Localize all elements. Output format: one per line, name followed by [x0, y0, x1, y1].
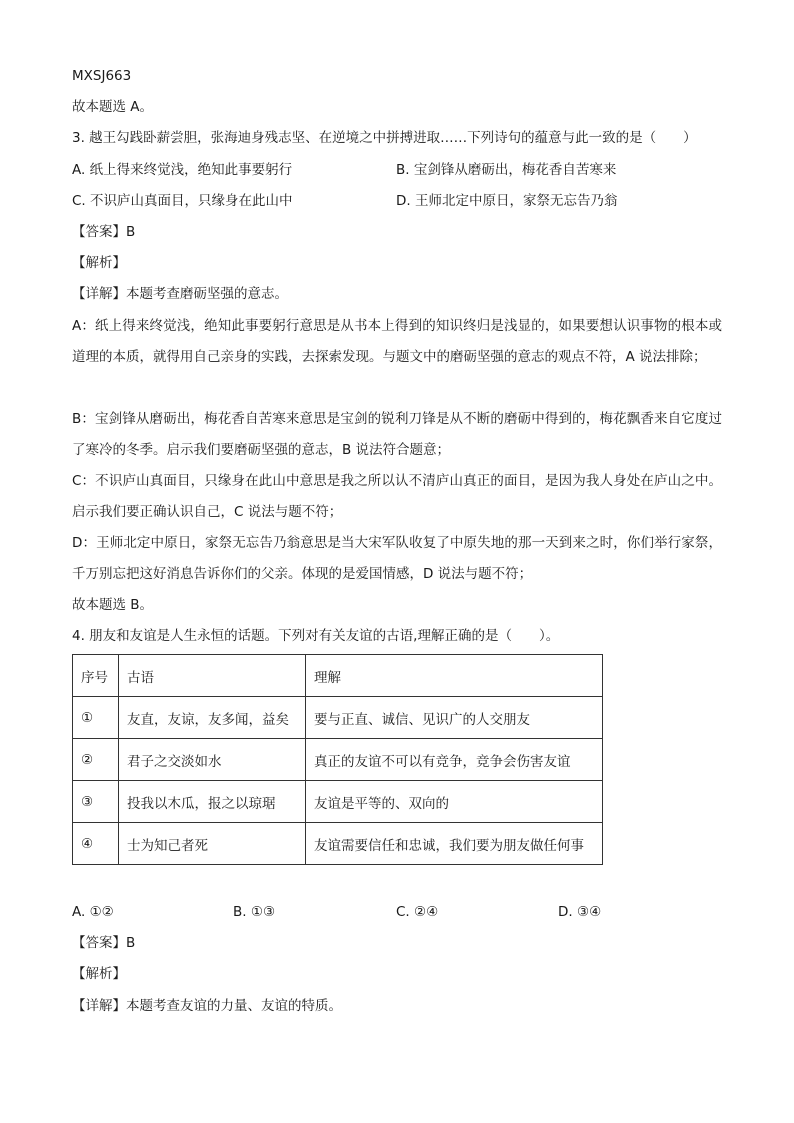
table-cell: 真正的友谊不可以有竞争，竞争会伤害友谊	[306, 739, 603, 781]
table-header-cell: 序号	[73, 655, 119, 697]
q4-option-a: A. ①②	[72, 904, 114, 920]
q3-explanation-b: B：宝剑锋从磨砺出，梅花香自苦寒来意思是宝剑的锐利刀锋是从不断的磨砺中得到的，梅花飘香来自它度过了寒冷的冬季。启示我们要磨砺坚强的意志，B 说法符合题意；	[72, 411, 722, 458]
q4-detail: 【详解】本题考查友谊的力量、友谊的特质。	[72, 998, 342, 1014]
q3-option-c: C. 不识庐山真面目，只缘身在此山中	[72, 193, 293, 209]
table-cell: ④	[73, 823, 119, 865]
table-cell: 要与正直、诚信、见识广的人交朋友	[306, 697, 603, 739]
q3-detail: 【详解】本题考查磨砺坚强的意志。	[72, 286, 288, 302]
table-cell: ③	[73, 781, 119, 823]
table-cell: 士为知己者死	[119, 823, 306, 865]
q2-conclusion: 故本题选 A。	[72, 99, 154, 115]
q3-conclusion: 故本题选 B。	[72, 597, 154, 613]
table-header-row	[73, 655, 603, 697]
table-cell: ②	[73, 739, 119, 781]
q4-answer: 【答案】B	[72, 935, 136, 951]
table-cell: 友谊是平等的、双向的	[306, 781, 603, 823]
q3-option-d: D. 王师北定中原日，家祭无忘告乃翁	[396, 193, 618, 209]
q3-analysis-label: 【解析】	[72, 255, 126, 271]
q4-option-d: D. ③④	[558, 904, 602, 920]
table-cell: 友直，友谅，友多闻，益矣	[119, 697, 306, 739]
table-row	[73, 823, 603, 865]
table-row	[73, 781, 603, 823]
q3-option-a: A. 纸上得来终觉浅，绝知此事要躬行	[72, 162, 293, 178]
q3-explanation-d: D：王师北定中原日，家祭无忘告乃翁意思是当大宋军队收复了中原失地的那一天到来之时，你们举行家祭，千万别忘把这好消息告诉你们的父亲。体现的是爱国情感，D 说法与题不符；	[72, 535, 722, 582]
table-row	[73, 739, 603, 781]
q4-analysis-label: 【解析】	[72, 966, 126, 982]
table-cell: 投我以木瓜，报之以琼琚	[119, 781, 306, 823]
q3-explanation-c: C：不识庐山真面目，只缘身在此山中意思是我之所以认不清庐山真正的面目，是因为我人身处在庐山之中。启示我们要正确认识自己，C 说法与题不符；	[72, 473, 722, 520]
table-row	[73, 697, 603, 739]
table-cell: ①	[73, 697, 119, 739]
q4-option-b: B. ①③	[233, 904, 276, 920]
table-cell: 君子之交淡如水	[119, 739, 306, 781]
table-header-cell: 理解	[306, 655, 603, 697]
q3-stem: 3. 越王勾践卧薪尝胆，张海迪身残志坚、在逆境之中拼搏进取……下列诗句的蕴意与此一致的是（ ）	[72, 130, 697, 146]
q4-stem: 4. 朋友和友谊是人生永恒的话题。下列对有关友谊的古语,理解正确的是（ ）。	[72, 628, 560, 644]
header-code: MXSJ663	[72, 68, 132, 84]
q3-answer: 【答案】B	[72, 224, 136, 240]
table-cell: 友谊需要信任和忠诚，我们要为朋友做任何事	[306, 823, 603, 865]
q4-option-c: C. ②④	[396, 904, 439, 920]
table-header-cell: 古语	[119, 655, 306, 697]
q4-table	[72, 654, 603, 865]
q3-explanation-a: A：纸上得来终觉浅，绝知此事要躬行意思是从书本上得到的知识终归是浅显的，如果要想认识事物的根本或道理的本质，就得用自己亲身的实践，去探索发现。与题文中的磨砺坚强的意志的观点不符，A 说法排除；	[72, 318, 722, 365]
q3-option-b: B. 宝剑锋从磨砺出，梅花香自苦寒来	[396, 162, 617, 178]
